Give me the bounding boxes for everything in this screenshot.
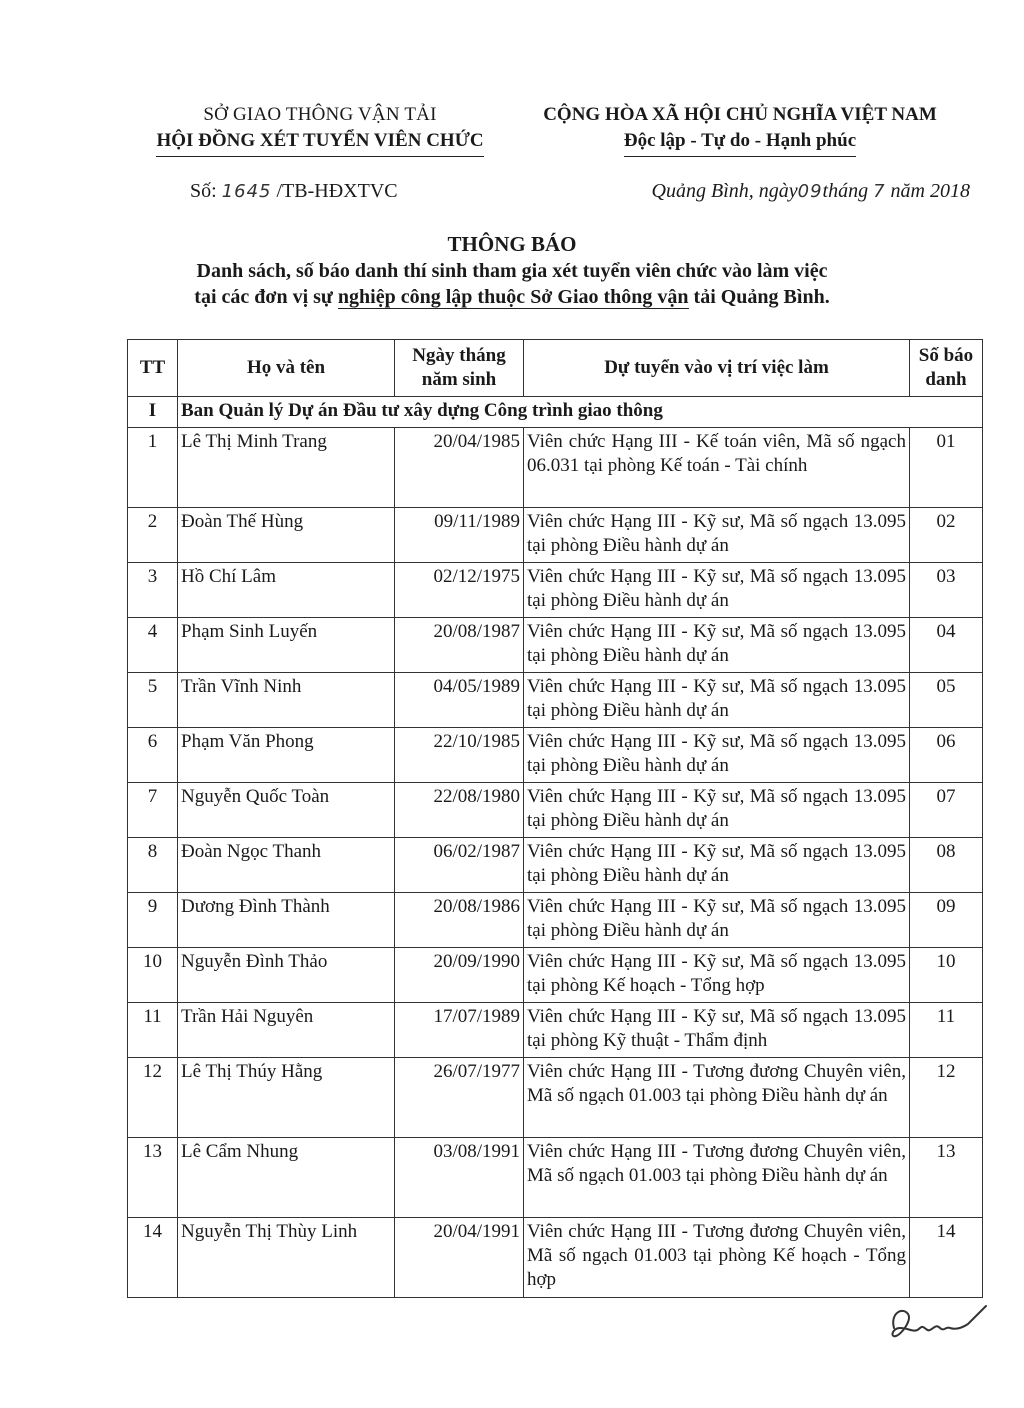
cell-dob: 17/07/1989: [395, 1003, 524, 1058]
table-row: [128, 618, 983, 673]
cell-dob: 02/12/1975: [395, 563, 524, 618]
header-dob: Ngày tháng năm sinh: [395, 340, 524, 397]
cell-position: Viên chức Hạng III - Kỹ sư, Mã số ngạch 13.095 tại phòng Điều hành dự án: [524, 893, 910, 948]
cell-sbd: 09: [910, 893, 983, 948]
cell-tt: 12: [128, 1058, 178, 1138]
table-row: [128, 673, 983, 728]
signature-icon: [888, 1298, 988, 1349]
cell-position: Viên chức Hạng III - Tương đương Chuyên viên, Mã số ngạch 01.003 tại phòng Kế hoạch - Tổng hợp: [524, 1218, 910, 1298]
cell-tt: 13: [128, 1138, 178, 1218]
cell-dob: 03/08/1991: [395, 1138, 524, 1218]
document-number: Số: 1645 /TB-HĐXTVC: [190, 180, 398, 202]
cell-dob: 20/08/1986: [395, 893, 524, 948]
section-title: Ban Quản lý Dự án Đầu tư xây dựng Công trình giao thông: [178, 397, 983, 428]
cell-name: Phạm Văn Phong: [178, 728, 395, 783]
header-position: Dự tuyển vào vị trí việc làm: [524, 340, 910, 397]
table-row: [128, 893, 983, 948]
cell-sbd: 14: [910, 1218, 983, 1298]
cell-position: Viên chức Hạng III - Kỹ sư, Mã số ngạch 13.095 tại phòng Điều hành dự án: [524, 673, 910, 728]
cell-sbd: 11: [910, 1003, 983, 1058]
cell-position: Viên chức Hạng III - Kỹ sư, Mã số ngạch 13.095 tại phòng Điều hành dự án: [524, 783, 910, 838]
cell-dob: 09/11/1989: [395, 508, 524, 563]
section-row: [128, 397, 983, 428]
cell-tt: 1: [128, 428, 178, 508]
cell-dob: 20/04/1991: [395, 1218, 524, 1298]
cell-position: Viên chức Hạng III - Kỹ sư, Mã số ngạch 13.095 tại phòng Điều hành dự án: [524, 508, 910, 563]
cell-sbd: 10: [910, 948, 983, 1003]
cell-name: Lê Thị Thúy Hằng: [178, 1058, 395, 1138]
subtitle-line-2: tại các đơn vị sự nghiệp công lập thuộc Sở Giao thông vận tải Quảng Bình.: [194, 286, 830, 308]
page-title: THÔNG BÁO: [447, 232, 577, 256]
cell-name: Hồ Chí Lâm: [178, 563, 395, 618]
table-row: [128, 563, 983, 618]
agency-name: SỞ GIAO THÔNG VẬN TẢI: [203, 104, 437, 125]
cell-sbd: 12: [910, 1058, 983, 1138]
national-header: [505, 102, 975, 157]
cell-sbd: 03: [910, 563, 983, 618]
table-row: [128, 838, 983, 893]
table-row: [128, 1218, 983, 1298]
council-name: HỘI ĐỒNG XÉT TUYỂN VIÊN CHỨC: [156, 128, 483, 157]
cell-sbd: 02: [910, 508, 983, 563]
cell-sbd: 06: [910, 728, 983, 783]
cell-dob: 20/04/1985: [395, 428, 524, 508]
cell-name: Trần Hải Nguyên: [178, 1003, 395, 1058]
cell-sbd: 05: [910, 673, 983, 728]
cell-position: Viên chức Hạng III - Tương đương Chuyên viên, Mã số ngạch 01.003 tại phòng Điều hành dự án: [524, 1138, 910, 1218]
candidate-table: [127, 339, 983, 1298]
header-name: Họ và tên: [178, 340, 395, 397]
cell-name: Nguyễn Thị Thùy Linh: [178, 1218, 395, 1298]
cell-dob: 22/10/1985: [395, 728, 524, 783]
cell-position: Viên chức Hạng III - Kỹ sư, Mã số ngạch 13.095 tại phòng Điều hành dự án: [524, 618, 910, 673]
cell-tt: 14: [128, 1218, 178, 1298]
cell-name: Đoàn Ngọc Thanh: [178, 838, 395, 893]
section-number: I: [128, 397, 178, 428]
cell-dob: 04/05/1989: [395, 673, 524, 728]
cell-position: Viên chức Hạng III - Kỹ sư, Mã số ngạch 13.095 tại phòng Kế hoạch - Tổng hợp: [524, 948, 910, 1003]
table-row: [128, 1003, 983, 1058]
cell-dob: 06/02/1987: [395, 838, 524, 893]
cell-tt: 4: [128, 618, 178, 673]
cell-dob: 20/08/1987: [395, 618, 524, 673]
cell-position: Viên chức Hạng III - Kỹ sư, Mã số ngạch 13.095 tại phòng Kỹ thuật - Thẩm định: [524, 1003, 910, 1058]
cell-tt: 8: [128, 838, 178, 893]
cell-tt: 11: [128, 1003, 178, 1058]
cell-tt: 10: [128, 948, 178, 1003]
cell-sbd: 08: [910, 838, 983, 893]
cell-position: Viên chức Hạng III - Kế toán viên, Mã số ngạch 06.031 tại phòng Kế toán - Tài chính: [524, 428, 910, 508]
table-row: [128, 948, 983, 1003]
handwritten-number: 1645: [221, 181, 272, 202]
cell-name: Nguyễn Quốc Toàn: [178, 783, 395, 838]
table-row: [128, 428, 983, 508]
agency-header: [120, 102, 520, 157]
table-row: [128, 1058, 983, 1138]
national-name: CỘNG HÒA XÃ HỘI CHỦ NGHĨA VIỆT NAM: [543, 104, 937, 125]
cell-tt: 2: [128, 508, 178, 563]
cell-position: Viên chức Hạng III - Kỹ sư, Mã số ngạch 13.095 tại phòng Điều hành dự án: [524, 563, 910, 618]
cell-tt: 3: [128, 563, 178, 618]
cell-dob: 22/08/1980: [395, 783, 524, 838]
cell-dob: 20/09/1990: [395, 948, 524, 1003]
header-sbd: Số báo danh: [910, 340, 983, 397]
cell-tt: 5: [128, 673, 178, 728]
cell-name: Phạm Sinh Luyến: [178, 618, 395, 673]
date-line: Quảng Bình, ngày09tháng 7 năm 2018: [651, 180, 970, 202]
subtitle-line-1: Danh sách, số báo danh thí sinh tham gia xét tuyển viên chức vào làm việc: [196, 260, 828, 282]
cell-name: Lê Cẩm Nhung: [178, 1138, 395, 1218]
cell-tt: 7: [128, 783, 178, 838]
cell-sbd: 01: [910, 428, 983, 508]
cell-tt: 6: [128, 728, 178, 783]
national-motto: Độc lập - Tự do - Hạnh phúc: [624, 128, 856, 157]
table-header-row: [128, 340, 983, 397]
cell-name: Lê Thị Minh Trang: [178, 428, 395, 508]
cell-name: Dương Đình Thành: [178, 893, 395, 948]
table-row: [128, 783, 983, 838]
cell-name: Nguyễn Đình Thảo: [178, 948, 395, 1003]
cell-position: Viên chức Hạng III - Tương đương Chuyên viên, Mã số ngạch 01.003 tại phòng Điều hành dự án: [524, 1058, 910, 1138]
cell-sbd: 04: [910, 618, 983, 673]
cell-sbd: 07: [910, 783, 983, 838]
cell-position: Viên chức Hạng III - Kỹ sư, Mã số ngạch 13.095 tại phòng Điều hành dự án: [524, 728, 910, 783]
handwritten-month: 7: [873, 181, 886, 202]
cell-name: Trần Vĩnh Ninh: [178, 673, 395, 728]
header-tt: TT: [128, 340, 178, 397]
cell-position: Viên chức Hạng III - Kỹ sư, Mã số ngạch 13.095 tại phòng Điều hành dự án: [524, 838, 910, 893]
handwritten-day: 09: [797, 181, 823, 202]
table-row: [128, 508, 983, 563]
cell-tt: 9: [128, 893, 178, 948]
cell-name: Đoàn Thế Hùng: [178, 508, 395, 563]
table-row: [128, 1138, 983, 1218]
table-row: [128, 728, 983, 783]
cell-sbd: 13: [910, 1138, 983, 1218]
cell-dob: 26/07/1977: [395, 1058, 524, 1138]
